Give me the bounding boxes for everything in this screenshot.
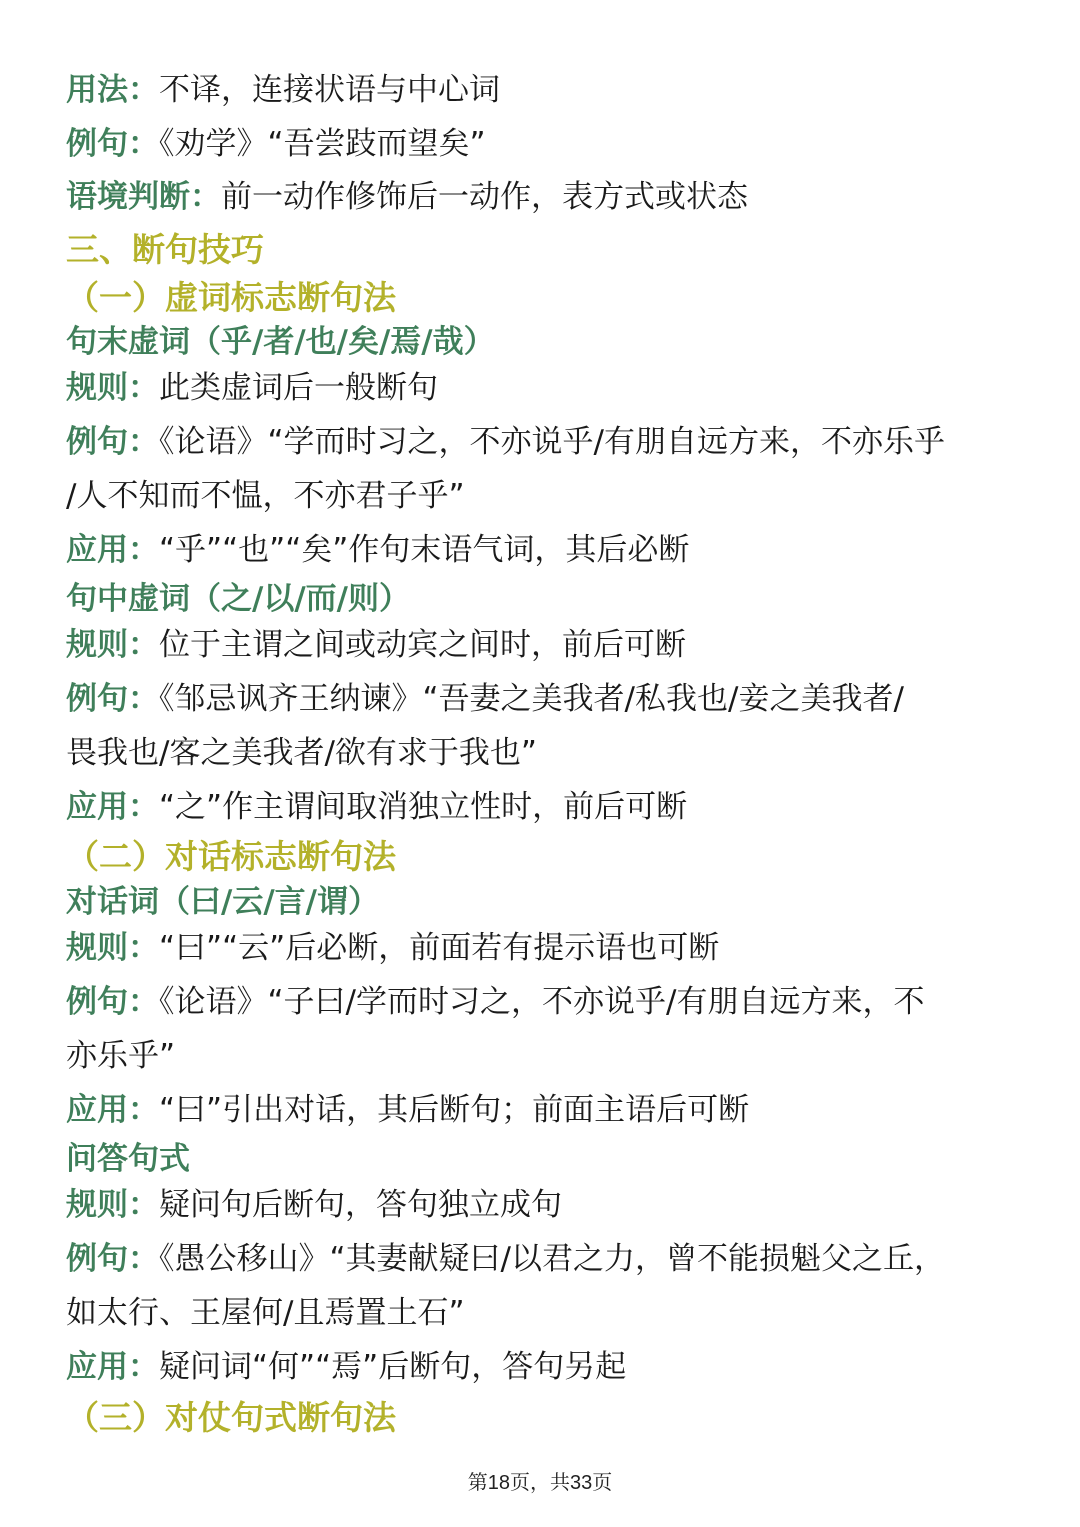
application-line xyxy=(66,1345,1040,1389)
rule-line xyxy=(66,366,1040,410)
example-line xyxy=(66,420,1040,464)
line-text: 前一动作修饰后一动作，表方式或状态 xyxy=(221,179,748,215)
example-continuation: 如太行、王屋何/且焉置土石” xyxy=(66,1295,465,1331)
section-heading: 三、断句技巧 xyxy=(66,230,264,269)
line-label: 例句： xyxy=(66,984,159,1020)
line-label: 用法： xyxy=(66,72,159,108)
context-line xyxy=(66,175,1040,219)
line-text: 疑问词“何”“焉”后断句，答句另起 xyxy=(159,1349,627,1385)
line-label: 例句： xyxy=(66,1241,159,1277)
line-text: 《邹忌讽齐王纳谏》“吾妻之美我者/私我也/妾之美我者/ xyxy=(159,681,904,717)
line-label: 例句： xyxy=(66,126,159,162)
line-text: “乎”“也”“矣”作句末语气词，其后必断 xyxy=(159,532,690,568)
line-text: 《愚公移山》“其妻献疑曰/以君之力，曾不能损魁父之丘， xyxy=(159,1241,946,1277)
subsection-heading: （二）对话标志断句法 xyxy=(66,837,396,876)
line-label: 规则： xyxy=(66,627,159,663)
topic-heading: 句末虚词（乎/者/也/矣/焉/哉） xyxy=(66,324,495,360)
line-text: 疑问句后断句，答句独立成句 xyxy=(159,1187,562,1223)
rule-line xyxy=(66,1183,1040,1227)
line-label: 例句： xyxy=(66,681,159,717)
line-label: 规则： xyxy=(66,370,159,406)
line-text: “之”作主谓间取消独立性时，前后可断 xyxy=(159,789,688,825)
application-line xyxy=(66,785,1040,829)
topic-heading: 句中虚词（之/以/而/则） xyxy=(66,581,410,617)
example-continuation: 畏我也/客之美我者/欲有求于我也” xyxy=(66,735,537,771)
line-text: “曰”引出对话，其后断句；前面主语后可断 xyxy=(159,1092,750,1128)
application-line xyxy=(66,528,1040,572)
line-text: 《论语》“学而时习之，不亦说乎/有朋自远方来，不亦乐乎 xyxy=(159,424,946,460)
line-text: 此类虚词后一般断句 xyxy=(159,370,438,406)
line-text: “曰”“云”后必断，前面若有提示语也可断 xyxy=(159,930,720,966)
example-continuation: 亦乐乎” xyxy=(66,1038,176,1074)
topic-heading: 对话词（曰/云/言/谓） xyxy=(66,884,379,920)
line-label: 规则： xyxy=(66,930,159,966)
example-line xyxy=(66,122,1040,166)
subsection-heading: （一）虚词标志断句法 xyxy=(66,278,396,317)
page-number: 第18页，共33页 xyxy=(467,1472,613,1494)
line-text: 不译，连接状语与中心词 xyxy=(159,72,500,108)
application-line xyxy=(66,1088,1040,1132)
line-label: 语境判断： xyxy=(66,179,221,215)
subsection-heading: （三）对仗句式断句法 xyxy=(66,1398,396,1437)
rule-line xyxy=(66,623,1040,667)
line-label: 应用： xyxy=(66,789,159,825)
line-label: 应用： xyxy=(66,1092,159,1128)
example-line xyxy=(66,1237,1040,1281)
line-text: 《劝学》“吾尝跂而望矣” xyxy=(159,126,486,162)
example-continuation: /人不知而不愠，不亦君子乎” xyxy=(66,478,465,514)
line-label: 规则： xyxy=(66,1187,159,1223)
rule-line xyxy=(66,926,1040,970)
topic-heading: 问答句式 xyxy=(66,1141,190,1177)
example-line xyxy=(66,677,1040,721)
usage-line xyxy=(66,68,1040,112)
line-text: 位于主谓之间或动宾之间时，前后可断 xyxy=(159,627,686,663)
line-label: 例句： xyxy=(66,424,159,460)
example-line xyxy=(66,980,1040,1024)
line-text: 《论语》“子曰/学而时习之，不亦说乎/有朋自远方来，不 xyxy=(159,984,925,1020)
line-label: 应用： xyxy=(66,532,159,568)
line-label: 应用： xyxy=(66,1349,159,1385)
